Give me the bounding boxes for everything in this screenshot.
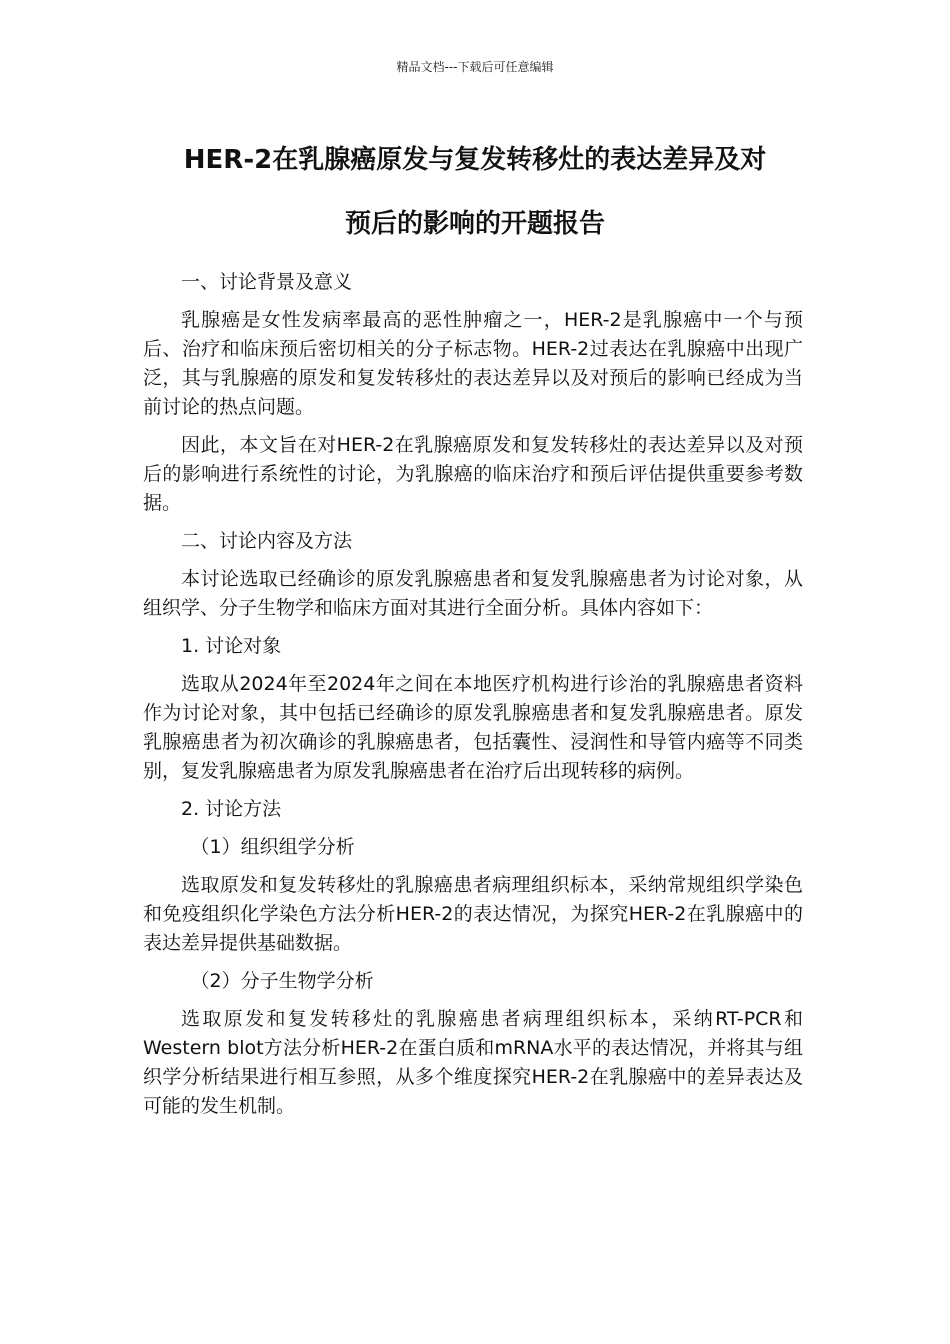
document-title (120, 128, 830, 256)
paragraph-background-1: 乳腺癌是女性发病率最高的恶性肿瘤之一，HER-2是乳腺癌中一个与预后、治疗和临床预后密切相关的分子标志物。HER-2过表达在乳腺癌中出现广泛，其与乳腺癌的原发和复发转移灶的表达差异以及对预后的影响已经成为当前讨论的热点问题。 (143, 309, 803, 418)
paragraph-histology: 选取原发和复发转移灶的乳腺癌患者病理组织标本，采纳常规组织学染色和免疫组织化学染色方法分析HER-2的表达情况，为探究HER-2在乳腺癌中的表达差异提供基础数据。 (143, 874, 803, 954)
subheading-subjects: 1. 讨论对象 (181, 635, 282, 657)
document-body (143, 268, 803, 1130)
page-header-note: 精品文档---下载后可任意编辑 (396, 60, 554, 74)
document-title-line-1: HER-2在乳腺癌原发与复发转移灶的表达差异及对 (183, 145, 767, 175)
section-heading-methods: 二、讨论内容及方法 (181, 530, 353, 552)
subheading-molecular: （2）分子生物学分析 (190, 970, 374, 992)
subheading-methods: 2. 讨论方法 (181, 798, 282, 820)
paragraph-molecular: 选取原发和复发转移灶的乳腺癌患者病理组织标本，采纳RT-PCR和Western blot方法分析HER-2在蛋白质和mRNA水平的表达情况，并将其与组织学分析结果进行相互参照，从多个维度探究HER-2在乳腺癌中的差异表达及可能的发生机制。 (143, 1008, 803, 1117)
section-heading-background: 一、讨论背景及意义 (181, 271, 353, 293)
document-title-line-2: 预后的影响的开题报告 (344, 209, 605, 239)
subheading-histology: （1）组织组学分析 (190, 836, 355, 858)
paragraph-background-2: 因此，本文旨在对HER-2在乳腺癌原发和复发转移灶的表达差异以及对预后的影响进行系统性的讨论，为乳腺癌的临床治疗和预后评估提供重要参考数据。 (143, 434, 803, 514)
paragraph-methods-intro: 本讨论选取已经确诊的原发乳腺癌患者和复发乳腺癌患者为讨论对象，从组织学、分子生物学和临床方面对其进行全面分析。具体内容如下： (143, 568, 803, 619)
paragraph-subjects: 选取从2024年至2024年之间在本地医疗机构进行诊治的乳腺癌患者资料作为讨论对象，其中包括已经确诊的原发乳腺癌患者和复发乳腺癌患者。原发乳腺癌患者为初次确诊的乳腺癌患者，包括囊性、浸润性和导管内癌等不同类别，复发乳腺癌患者为原发乳腺癌患者在治疗后出现转移的病例。 (143, 673, 803, 782)
